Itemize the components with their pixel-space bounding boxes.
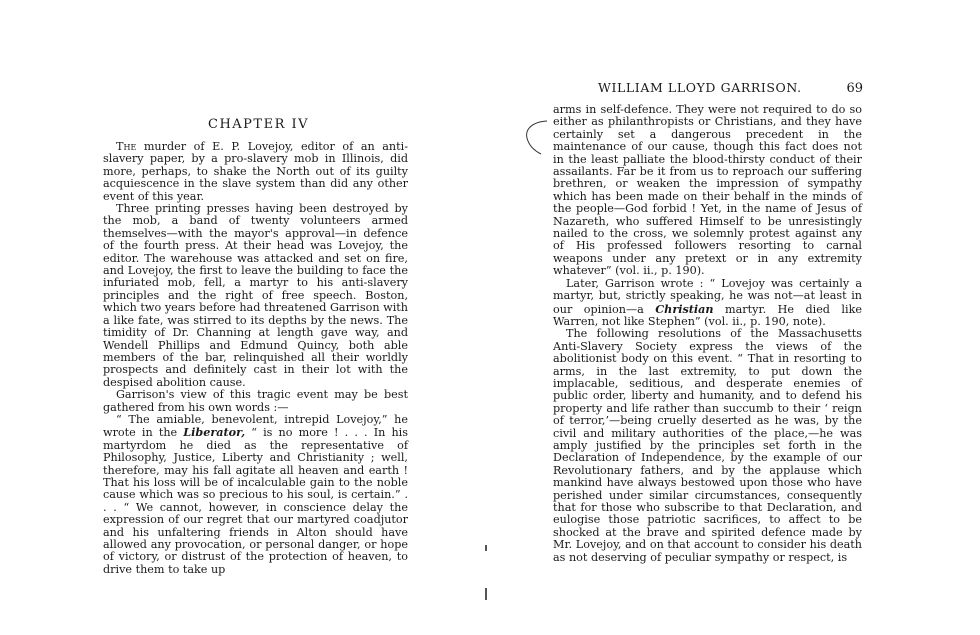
left-page bbox=[103, 0, 408, 635]
gutter-mark bbox=[485, 588, 487, 600]
right-page-text bbox=[553, 104, 862, 564]
liberator-title: Liberator, bbox=[183, 425, 246, 440]
gutter-mark bbox=[485, 545, 487, 551]
paragraph-4-quote: “ The amiable, benevolent, intrepid Lovejoy,” he wrote in the Liberator, “ is no more ! . . . In his martyrdom he died as the representative of Philosophy, Justice, Liberty and Christianity ; well, therefore, may his fall agitate all heaven and earth ! That his loss will be of incalculable gain to the noble cause which was so precious to his soul, is certain.” . . . “ We cannot, however, in conscience delay the expression of our regret that our martyred coadjutor and his unfaltering friends in Alton should have allowed any provocation, or personal danger, or hope of victory, or distrust of the protection of heaven, to drive them to take up bbox=[103, 412, 408, 576]
paragraph-continued: arms in self-defence. They were not required to do so either as philanthropists or Christians, and they have certainly set a dangerous precedent in the maintenance of our cause, though this fact does not in the least palliate the blood-thirsty conduct of their assailants. Far be it from us to reproach our suffering brethren, or weaken the impression of sympathy which has been made on their behalf in the minds of the people—God forbid ! Yet, in the name of Jesus of Nazareth, who suffered Himself to be unresistingly nailed to the cross, we solemnly protest against any of His professed followers resorting to carnal weapons under any pretext or in any extremity whatever” (vol. ii., p. 190). bbox=[553, 103, 862, 278]
christian-emphasis: Christian bbox=[655, 301, 714, 316]
right-page bbox=[553, 0, 862, 635]
paragraph-resolutions: The following resolutions of the Massachusetts Anti-Slavery Society express the views of the abolitionist body on this event. “ That in resorting to arms, in the last extremity, to put down the implacable, seditious, and desperate enemies of public order, liberty and humanity, and to defend his property and life rather than succumb to their ‘ reign of terror,’—being cruelly deserted as he was, by the civil and military authorities of the place,—he was amply justified by the principles set forth in the Declaration of Independence, by the example of our Revolutionary fathers, and by the applause which mankind have always bestowed upon those who have perished under similar circumstances, consequently that for those who subscribe to that Declaration, and eulogise those patriotic sacrifices, to affect to be shocked at the brave and spirited defence made by Mr. Lovejoy, and on that account to consider his death as not deserving of peculiar sympathy or respect, is bbox=[553, 327, 862, 564]
paragraph-1: The murder of E. P. Lovejoy, editor of an anti-slavery paper, by a pro-slavery mob in Illinois, did more, perhaps, to shake the North out of its guilty acquiescence in the slave system than did any other event of this year. bbox=[103, 140, 408, 203]
chapter-title: CHAPTER IV bbox=[208, 117, 310, 132]
running-head bbox=[598, 80, 863, 96]
paragraph-later: Later, Garrison wrote : “ Lovejoy was certainly a martyr, but, strictly speaking, he was not—at least in our opinion—a Christian martyr. He died like Warren, not like Stephen” (vol. ii., p. 190, note). bbox=[553, 276, 862, 328]
paragraph-3: Garrison's view of this tragic event may be best gathered from his own words :— bbox=[103, 388, 408, 414]
running-head-title: WILLIAM LLOYD GARRISON. bbox=[598, 80, 802, 95]
paragraph-2: Three printing presses having been destroyed by the mob, a band of twenty volunteers armed themselves—with the mayor's approval—in defence of the fourth press. At their head was Lovejoy, the editor. The warehouse was attacked and set on fire, and Lovejoy, the first to leave the building to face the infuriated mob, fell, a martyr to his anti-slavery principles and the right of free speech. Boston, which two years before had threatened Garrison with a like fate, was stirred to its depths by the news. The timidity of Dr. Channing at length gave way, and Wendell Phillips and Edmund Quincy, both able members of the bar, relinquished all their worldly prospects and definitely cast in their lot with the despised abolition cause. bbox=[103, 202, 408, 389]
left-page-text bbox=[103, 141, 408, 576]
margin-bracket-mark bbox=[523, 118, 549, 156]
page-number: 69 bbox=[846, 81, 863, 96]
drop-lead-word: The bbox=[116, 140, 137, 153]
